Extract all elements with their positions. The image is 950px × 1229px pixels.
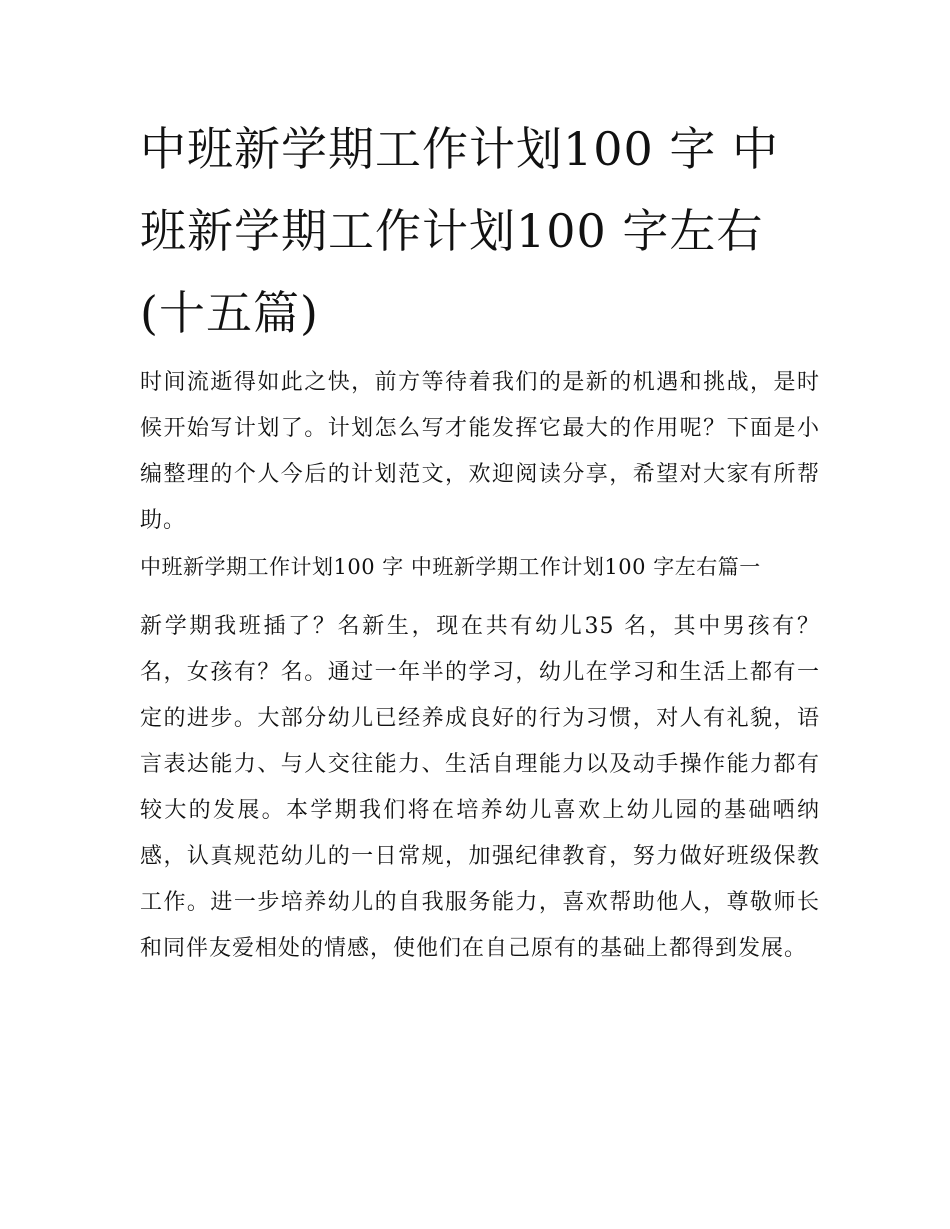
intro-paragraph: 时间流逝得如此之快，前方等待着我们的是新的机遇和挑战，是时候开始写计划了。计划怎么写才能发挥它最大的作用呢？下面是小编整理的个人今后的计划范文，欢迎阅读分享，希望对大家有所帮助。 — [140, 370, 820, 533]
document-title: 中班新学期工作计划100 字 中班新学期工作计划100 字左右(十五篇) — [140, 122, 780, 340]
document-page — [140, 108, 820, 972]
section-heading: 中班新学期工作计划100 字 中班新学期工作计划100 字左右篇一 — [140, 555, 761, 579]
body-paragraph: 新学期我班插了？名新生，现在共有幼儿35 名，其中男孩有？名，女孩有？名。通过一年半的学习，幼儿在学习和生活上都有一定的进步。大部分幼儿已经养成良好的行为习惯，对人有礼貌，语言表达能力、与人交往能力、生活自理能力以及动手操作能力都有较大的发展。本学期我们将在培养幼儿喜欢上幼儿园的基础哂纳感，认真规范幼儿的一日常规，加强纪律教育，努力做好班级保教工作。进一步培养幼儿的自我服务能力，喜欢帮助他人，尊敬师长和同伴友爱相处的情感，使他们在自己原有的基础上都得到发展。 — [140, 614, 820, 961]
